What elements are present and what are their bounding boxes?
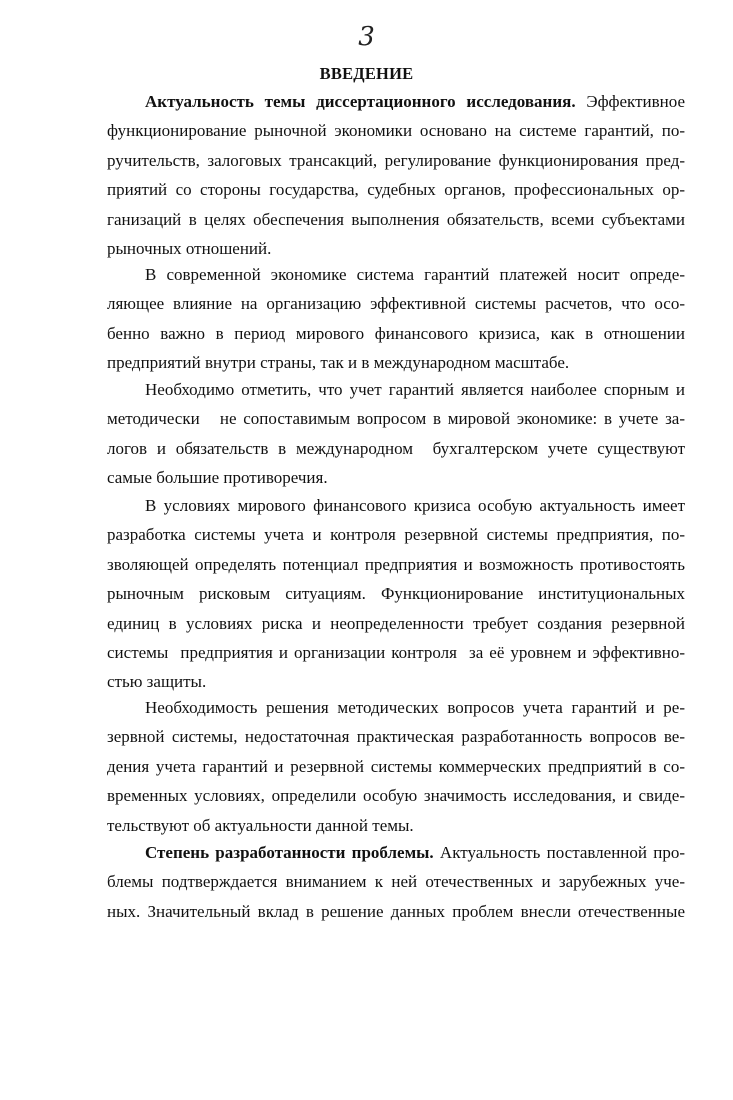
paragraph-line: дения учета гарантий и резервной системы коммерческих предприятий в со- — [107, 756, 685, 776]
paragraph-line: ганизаций в целях обеспечения выполнения обязательств, всеми субъектами — [107, 209, 685, 229]
paragraph-line: тельствуют об актуальности данной темы. — [107, 815, 414, 835]
paragraph-line: Необходимость решения методических вопросов учета гарантий и ре- — [145, 698, 685, 717]
section-heading: ВВЕДЕНИЕ — [319, 64, 414, 83]
paragraph-degree-of-development — [107, 838, 685, 926]
paragraph-accounting-issues — [107, 375, 685, 493]
paragraph-guarantee-system — [107, 260, 685, 378]
paragraph-line: рыночных отношений. — [107, 238, 272, 258]
paragraph-line: разработка системы учета и контроля резервной системы предприятия, по- — [107, 525, 685, 545]
paragraph-line: ляющее влияние на организацию эффективной системы расчетов, что осо- — [107, 294, 685, 314]
line-text: Эффективное — [575, 92, 685, 111]
paragraph-line: системы предприятия и организации контроля за её уровнем и эффективно- — [107, 642, 685, 662]
paragraph-lead: Степень разработанности проблемы. — [145, 843, 434, 862]
paragraph-line: бенно важно в период мирового финансового кризиса, как в отношении — [107, 323, 685, 343]
paragraph-line — [107, 87, 685, 116]
page-number: 3 — [358, 22, 375, 52]
paragraph-line: стью защиты. — [107, 672, 207, 692]
paragraph-line: Необходимо отметить, что учет гарантий является наиболее спорным и — [145, 380, 685, 399]
paragraph-line: предприятий внутри страны, так и в международном масштабе. — [107, 353, 570, 373]
paragraph-line: рыночным рисковым ситуациям. Функционирование институциональных — [107, 584, 685, 604]
paragraph-line: зволяющей определять потенциал предприятия и возможность противостоять — [107, 554, 685, 574]
paragraph-line: самые большие противоречия. — [107, 468, 328, 488]
paragraph-line: зервной системы, недостаточная практическая разработанность вопросов ве- — [107, 727, 685, 747]
paragraph-line: блемы подтверждается вниманием к ней отечественных и зарубежных уче- — [107, 872, 685, 892]
paragraph-relevance — [107, 87, 685, 263]
paragraph-line: временных условиях, определили особую значимость исследования, и свиде- — [107, 786, 685, 806]
paragraph-line: логов и обязательств в международном бухгалтерском учете существуют — [107, 438, 685, 458]
paragraph-line: методически не сопоставимым вопросом в мировой экономике: в учете за- — [107, 409, 685, 429]
paragraph-methodological-need — [107, 693, 685, 840]
paragraph-lead: Актуальность темы диссертационного исследования. — [145, 92, 576, 111]
paragraph-line: ручительств, залоговых трансакций, регулирование функционирования пред- — [107, 150, 685, 170]
paragraph-financial-crisis — [107, 491, 685, 697]
paragraph-line: приятий со стороны государства, судебных органов, профессиональных ор- — [107, 180, 685, 200]
paragraph-line: единиц в условиях риска и неопределенности требует создания резервной — [107, 613, 685, 633]
line-text: Актуальность поставленной про- — [433, 843, 685, 862]
paragraph-line: ных. Значительный вклад в решение данных проблем внесли отечественные — [107, 901, 685, 921]
paragraph-line: В условиях мирового финансового кризиса особую актуальность имеет — [145, 496, 685, 515]
paragraph-line — [107, 838, 685, 867]
paragraph-line: В современной экономике система гарантий платежей носит опреде- — [145, 265, 685, 284]
paragraph-line: функционирование рыночной экономики основано на системе гарантий, по- — [107, 121, 685, 141]
